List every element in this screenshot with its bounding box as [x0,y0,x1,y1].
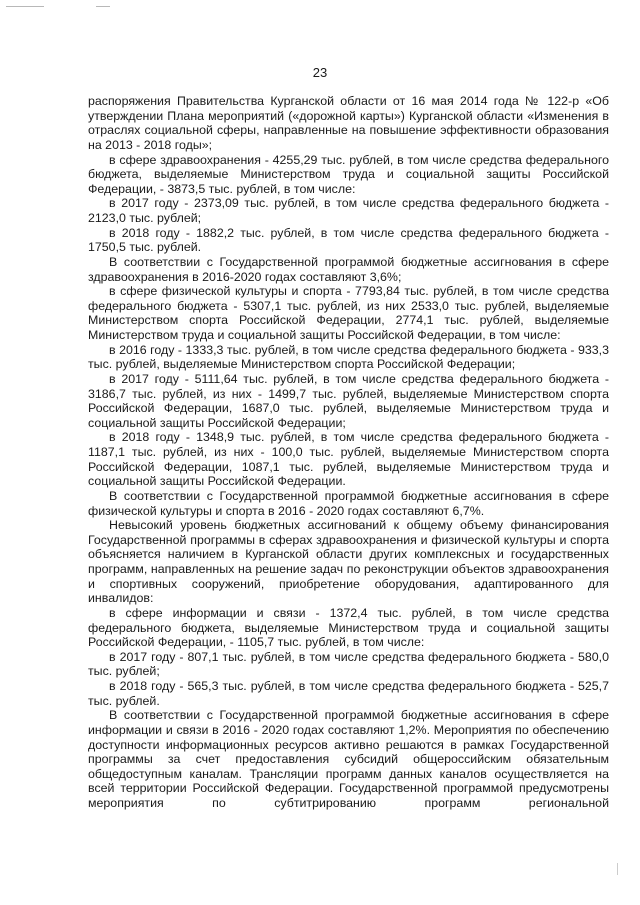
paragraph: Невысокий уровень бюджетных ассигнований к общему объему финансирования Государственной программы в сферах здравоохранения и физической культуры и спорта объясняется наличием в Курганской области других комплексных и государственных программ, направленных на решение задач по реконструкции объектов здравоохранения и спортивных сооружений, приобретение оборудования, адаптированного для инвалидов: [88,518,609,606]
scan-artifact-left [6,6,44,7]
paragraph: в сфере информации и связи - 1372,4 тыс. рублей, в том числе средства федерального бюджета, выделяемые Министерством труда и социальной защиты Российской Федерации, - 1105,7 тыс. рублей, в том числе: [88,605,609,650]
paragraph: распоряжения Правительства Курганской области от 16 мая 2014 года № 122-р «Об утверждении Плана мероприятий («дорожной карты») Курганской области «Изменения в отраслях социальной сферы, направленные на повышение эффективности образования на 2013 - 2018 годы»; [88,94,609,152]
paragraph: в сфере здравоохранения - 4255,29 тыс. рублей, в том числе средства федерального бюджета, выделяемые Министерством труда и социальной защиты Российской Федерации, - 3873,5 тыс. рублей, в том числе: [88,152,609,196]
paragraph: в 2018 году - 1882,2 тыс. рублей, в том числе средства федерального бюджета - 1750,5 тыс. рублей. [88,225,609,255]
paragraph: в 2018 году - 565,3 тыс. рублей, в том числе средства федерального бюджета - 525,7 тыс. рублей. [88,679,609,708]
paragraph: В соответствии с Государственной программой бюджетные ассигнования в сфере физической культуры и спорта в 2016 - 2020 годах составляют 6,7%. [88,488,609,518]
page-number: 23 [312,65,328,80]
scan-artifact-center [96,6,110,7]
document-body [88,94,609,811]
paragraph: В соответствии с Государственной программой бюджетные ассигнования в сфере здравоохранения в 2016-2020 годах составляют 3,6%; [88,254,609,284]
paragraph: в 2018 году - 1348,9 тыс. рублей, в том числе средства федерального бюджета - 1187,1 тыс. рублей, из них - 100,0 тыс. рублей, выделяемые Министерством спорта Российской Федерации, 1087,1 тыс. рублей, выделяемые Министерством труда и социальной защиты Российской Федерации. [88,430,609,489]
paragraph: в 2017 году - 807,1 тыс. рублей, в том числе средства федерального бюджета - 580,0 тыс. рублей; [88,649,609,679]
paragraph: В соответствии с Государственной программой бюджетные ассигнования в сфере информации и связи в 2016 - 2020 годах составляют 1,2%. Мероприятия по обеспечению доступности информационных ресурсов активно решаются в рамках Государственной программы за счет предоставления субсидий общероссийским обязательным общедоступным каналам. Трансляции программ данных каналов осуществляется на всей территории Российской Федерации. Государственной программой предусмотрены мероприятия по субтитрированию программ региональной [88,708,609,810]
paragraph: в 2017 году - 2373,09 тыс. рублей, в том числе средства федерального бюджета - 2123,0 тыс. рублей; [88,196,609,225]
paragraph: в 2016 году - 1333,3 тыс. рублей, в том числе средства федерального бюджета - 933,3 тыс. рублей, выделяемые Министерством спорта Российской Федерации; [88,342,609,372]
paragraph: в 2017 году - 5111,64 тыс. рублей, в том числе средства федерального бюджета - 3186,7 тыс. рублей, из них - 1499,7 тыс. рублей, выделяемые Министерством спорта Российской Федерации, 1687,0 тыс. рублей, выделяемые Министерством труда и социальной защиты Российской Федерации; [88,371,609,430]
paragraph: в сфере физической культуры и спорта - 7793,84 тыс. рублей, в том числе средства федерального бюджета - 5307,1 тыс. рублей, из них 2533,0 тыс. рублей, выделяемые Министерством спорта Российской Федерации, 2774,1 тыс. рублей, выделяемые Министерством труда и социальной защиты Российской Федерации, в том числе: [88,284,609,342]
scan-artifact-corner [617,863,618,875]
